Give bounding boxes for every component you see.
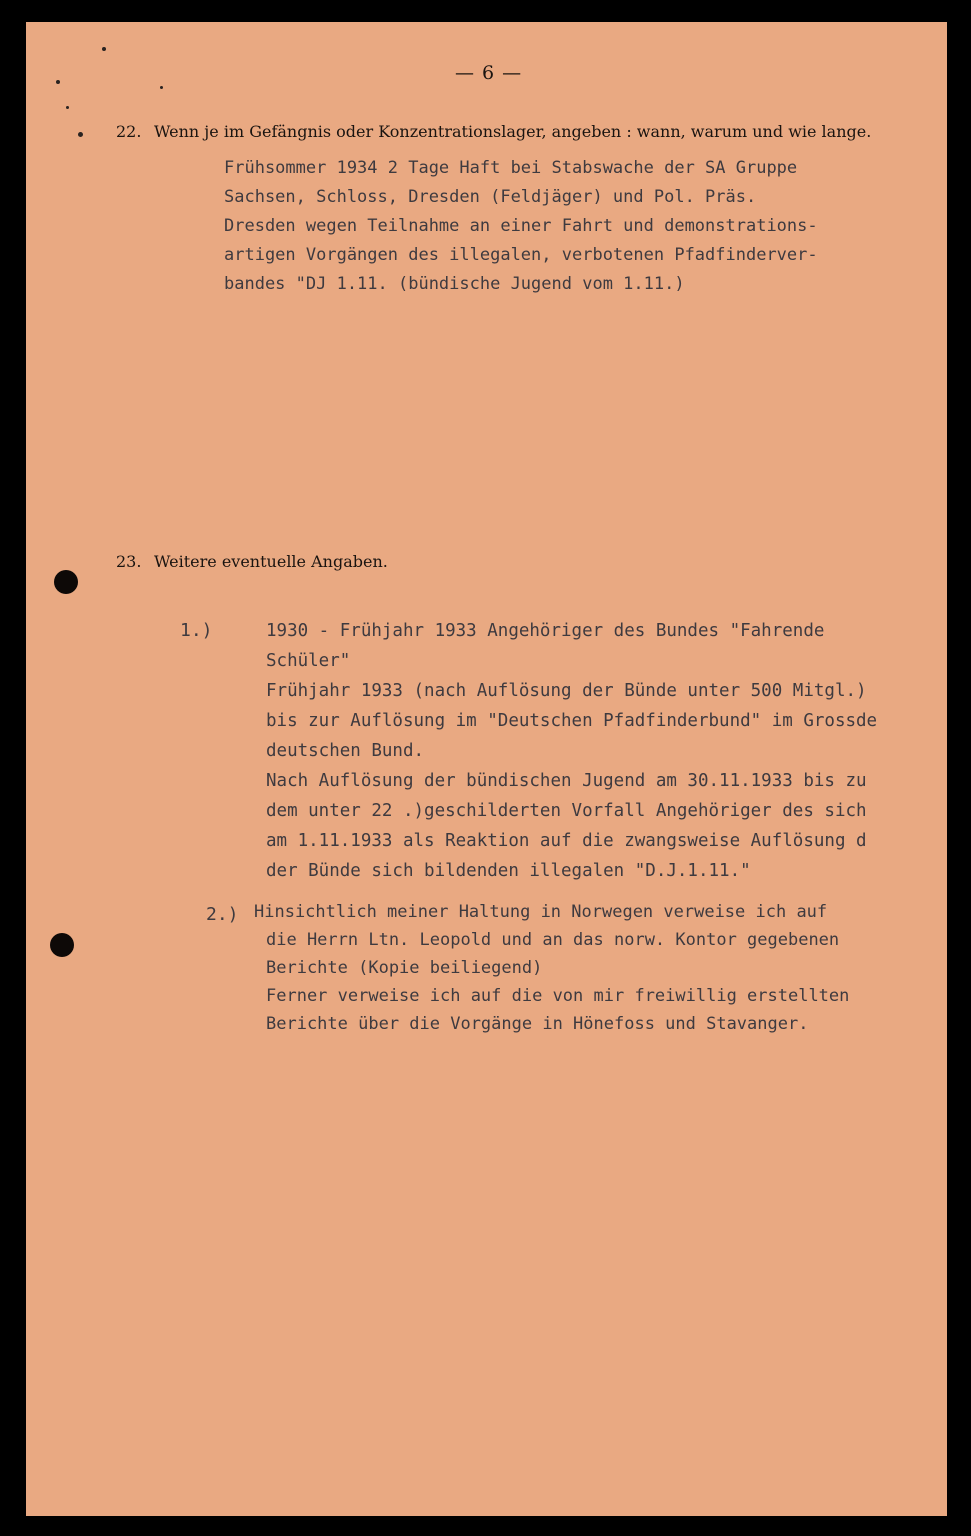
margin-speck: [160, 86, 163, 89]
item-line: Ferner verweise ich auf die von mir freiwillig erstellten: [266, 986, 850, 1006]
margin-speck: [102, 47, 106, 51]
margin-speck: [56, 80, 60, 84]
answer-line: bandes "DJ 1.11. (bündische Jugend vom 1.11.): [224, 274, 685, 294]
question-22-number: 22.: [116, 122, 142, 141]
item-line: bis zur Auflösung im "Deutschen Pfadfinderbund" im Grossde: [266, 711, 878, 731]
margin-speck: [78, 132, 83, 137]
item-line: Frühjahr 1933 (nach Auflösung der Bünde unter 500 Mitgl.): [266, 681, 867, 701]
item-2-first-line: [254, 898, 827, 927]
item-line: Nach Auflösung der bündischen Jugend am 30.11.1933 bis zu: [266, 771, 867, 791]
page-number: — 6 —: [455, 62, 523, 84]
question-22: [116, 122, 871, 141]
item-line: Hinsichtlich meiner Haltung in Norwegen verweise ich auf: [254, 902, 828, 922]
item-line: die Herrn Ltn. Leopold und an das norw. Kontor gegebenen: [266, 930, 840, 950]
answer-line: Sachsen, Schloss, Dresden (Feldjäger) und Pol. Präs.: [224, 187, 757, 207]
punch-hole: [54, 570, 78, 594]
item-line: der Bünde sich bildenden illegalen "D.J.1.11.": [266, 861, 751, 881]
question-22-answer: [224, 154, 818, 299]
item-line: dem unter 22 .)geschilderten Vorfall Angehöriger des sich: [266, 801, 867, 821]
document-page: [26, 22, 947, 1516]
item-line: Berichte (Kopie beiliegend): [266, 958, 543, 978]
question-23: [116, 552, 388, 571]
answer-line: Frühsommer 1934 2 Tage Haft bei Stabswache der SA Gruppe: [224, 158, 798, 178]
item-line: Berichte über die Vorgänge in Hönefoss und Stavanger.: [266, 1014, 809, 1034]
item-line: deutschen Bund.: [266, 741, 425, 761]
item-1-text: [266, 616, 877, 886]
item-2-text: [266, 926, 849, 1038]
answer-line: artigen Vorgängen des illegalen, verbotenen Pfadfinderver-: [224, 245, 818, 265]
question-22-label: Wenn je im Gefängnis oder Konzentrationslager, angeben : wann, warum und wie lange.: [154, 122, 872, 141]
item-2-number: 2.): [206, 904, 239, 925]
margin-speck: [66, 106, 69, 109]
item-line: 1930 - Frühjahr 1933 Angehöriger des Bundes "Fahrende: [266, 621, 825, 641]
item-1-number: 1.): [180, 620, 213, 641]
question-23-number: 23.: [116, 552, 142, 571]
item-line: am 1.11.1933 als Reaktion auf die zwangsweise Auflösung d: [266, 831, 867, 851]
question-23-label: Weitere eventuelle Angaben.: [154, 552, 388, 571]
punch-hole: [50, 933, 74, 957]
item-line: Schüler": [266, 651, 351, 671]
answer-line: Dresden wegen Teilnahme an einer Fahrt und demonstrations-: [224, 216, 818, 236]
